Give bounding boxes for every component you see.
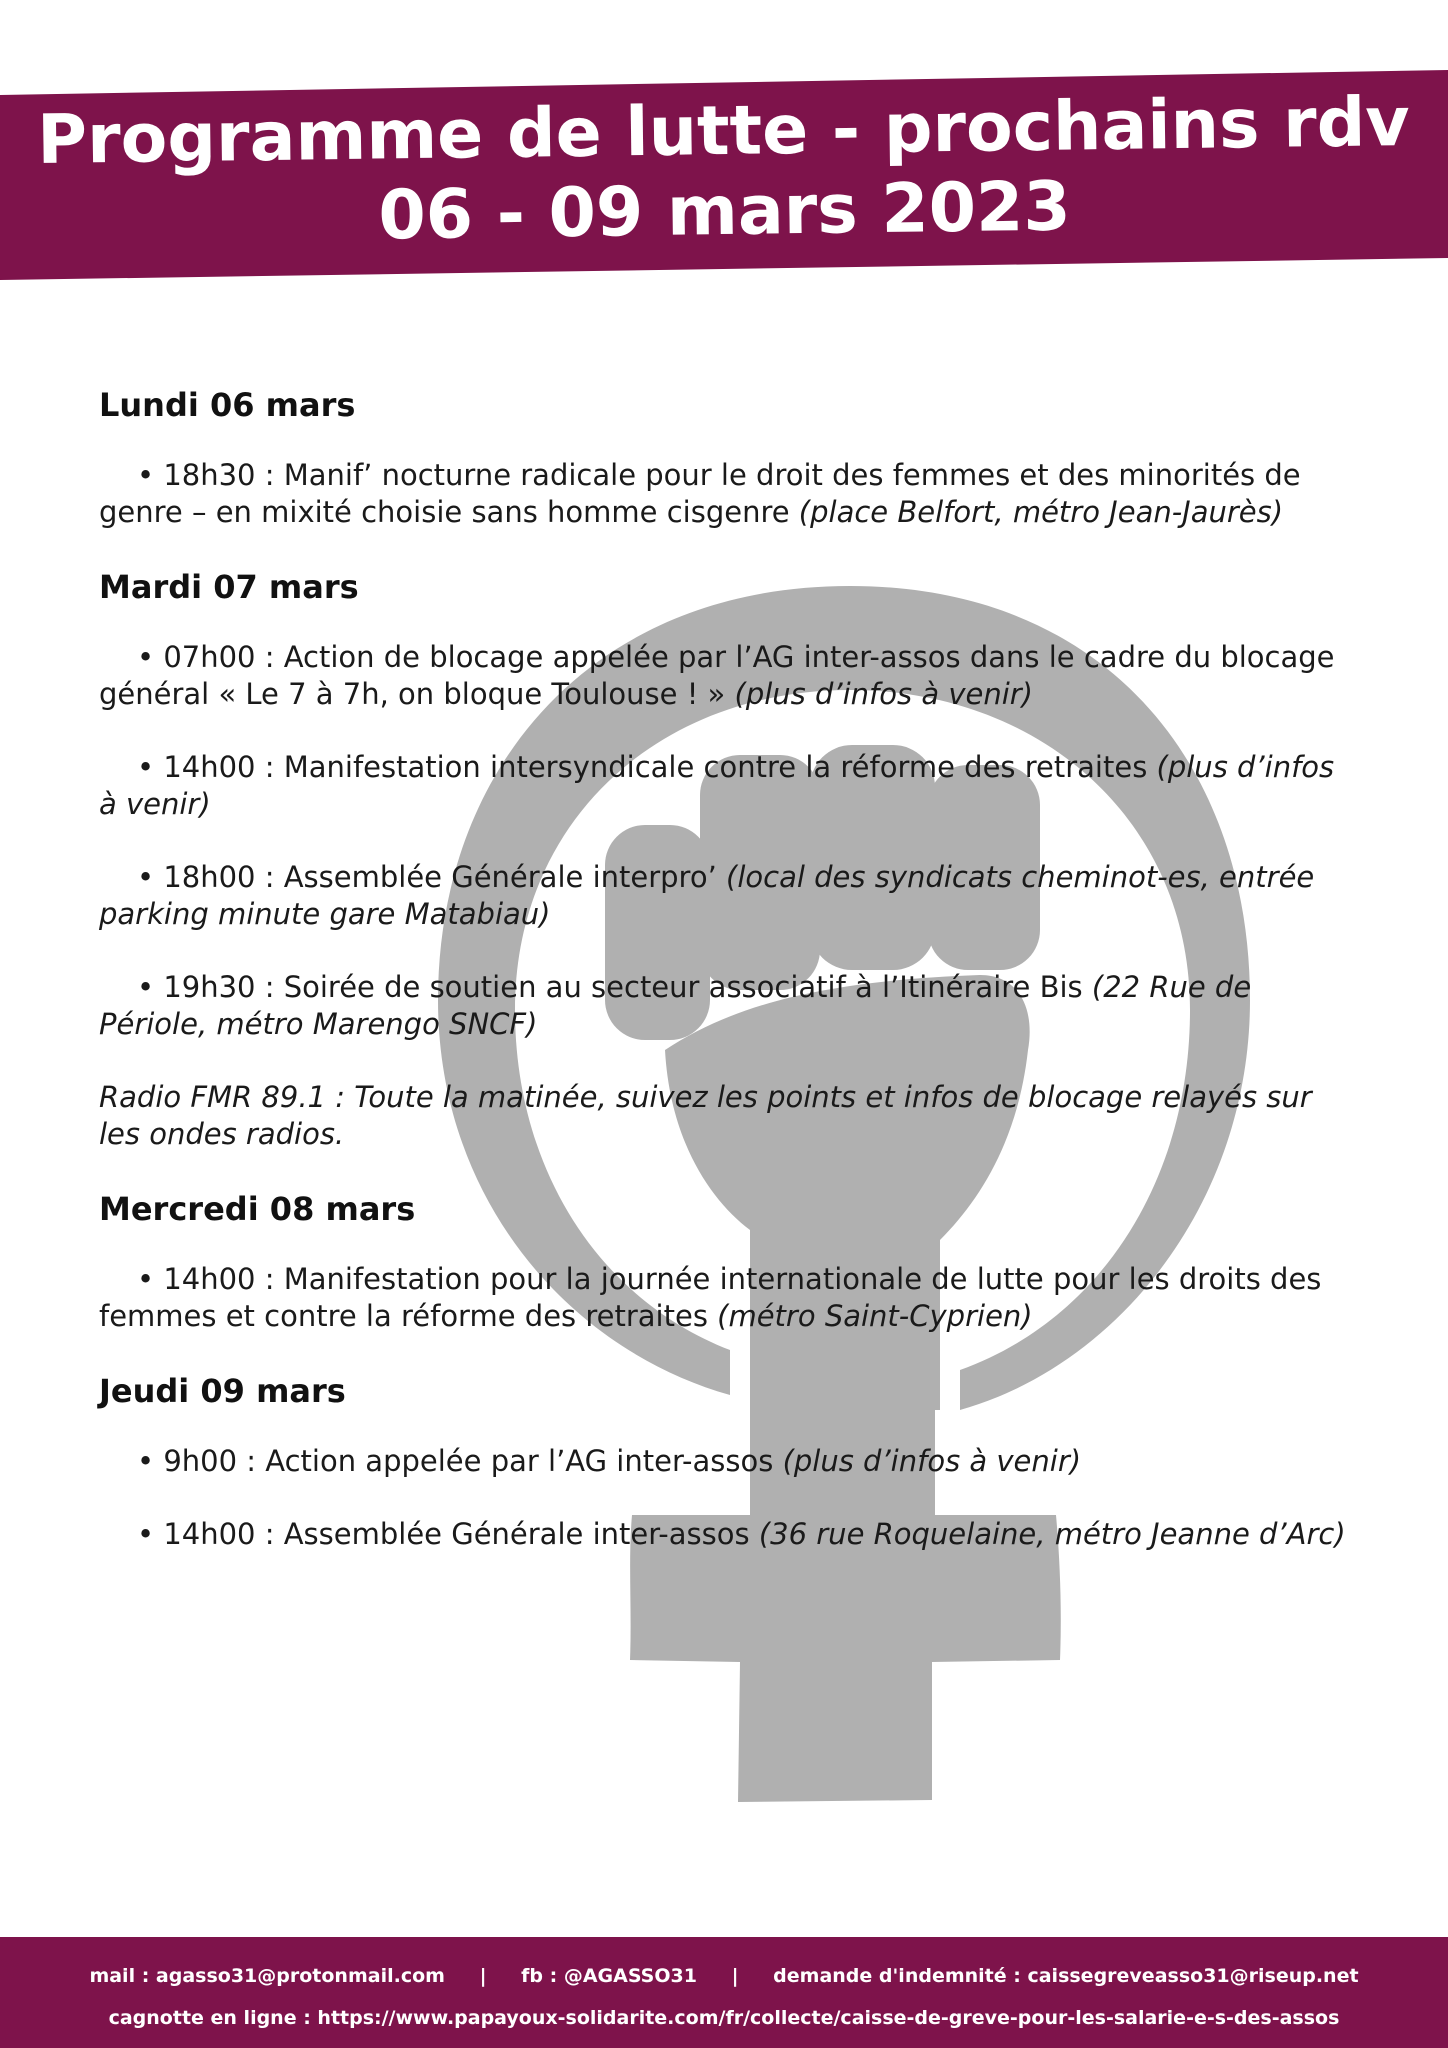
footer-facebook: fb : @AGASSO31 (521, 1965, 697, 1987)
event-location-note: (36 rue Roquelaine, métro Jeanne d’Arc) (758, 1517, 1346, 1551)
event-item (99, 1261, 1359, 1335)
event-text: • 14h00 : Assemblée Générale inter-assos (137, 1517, 759, 1551)
schedule (99, 385, 1359, 1589)
event-location-note: (plus d’infos à venir) (782, 1444, 1082, 1478)
footer-contact-line (0, 1965, 1448, 1987)
event-item (99, 639, 1359, 713)
event-location-note: (métro Saint-Cyprien) (717, 1299, 1033, 1333)
event-text: • 9h00 : Action appelée par l’AG inter-assos (137, 1444, 783, 1478)
event-item (99, 969, 1359, 1043)
day-heading-lundi: Lundi 06 mars (99, 386, 356, 424)
event-location-note: (22 Rue de Périole, métro Marengo SNCF) (99, 970, 1252, 1041)
event-text: • 18h30 : Manif’ nocturne radicale pour le droit des femmes et des minorités de genre – en mixité choisie sans homme cisgenre (99, 458, 1301, 529)
event-text: • 14h00 : Manifestation intersyndicale contre la réforme des retraites (137, 750, 1157, 784)
event-text: • 18h00 : Assemblée Générale interpro’ (137, 860, 727, 894)
page-title-line2: 06 - 09 mars 2023 (377, 167, 1072, 256)
event-text: • 19h30 : Soirée de soutien au secteur associatif à l’Itinéraire Bis (137, 970, 1092, 1004)
event-location-note: (local des syndicats cheminot-es, entrée parking minute gare Matabiau) (99, 860, 1315, 931)
footer (0, 1937, 1448, 2048)
footer-mail: mail : agasso31@protonmail.com (89, 1965, 445, 1987)
event-location-note: (plus d’infos à venir) (734, 677, 1033, 711)
footer-indemnite: demande d'indemnité : caissegreveasso31@riseup.net (773, 1965, 1359, 1987)
event-item (99, 457, 1359, 531)
event-location-note: (place Belfort, métro Jean-Jaurès) (798, 495, 1284, 529)
page-title-line1: Programme de lutte - prochains rdv (36, 83, 1411, 180)
page-title (0, 83, 1448, 262)
day-heading-mercredi: Mercredi 08 mars (99, 1190, 416, 1228)
event-text: • 07h00 : Action de blocage appelée par l’AG inter-assos dans le cadre du blocage général « Le 7 à 7h, on bloque Toulouse ! » (99, 640, 1335, 711)
event-item (99, 749, 1359, 823)
radio-note: Radio FMR 89.1 : Toute la matinée, suivez les points et infos de blocage relayés sur les ondes radios. (99, 1080, 1312, 1151)
footer-separator: | (731, 1965, 739, 1987)
event-location-note: (plus d’infos à venir) (99, 750, 1335, 821)
day-heading-mardi: Mardi 07 mars (99, 568, 359, 606)
event-item (99, 1516, 1359, 1553)
footer-separator: | (479, 1965, 487, 1987)
event-text: • 14h00 : Manifestation pour la journée internationale de lutte pour les droits des femmes et contre la réforme des retraites (99, 1262, 1322, 1333)
footer-cagnotte-line: cagnotte en ligne : https://www.papayoux-solidarite.com/fr/collecte/caisse-de-greve-pour-les-salarie-e-s-des-assos (108, 2007, 1340, 2029)
event-item (99, 1443, 1359, 1480)
title-banner (0, 0, 1448, 290)
day-heading-jeudi: Jeudi 09 mars (99, 1372, 346, 1410)
event-item (99, 859, 1359, 933)
